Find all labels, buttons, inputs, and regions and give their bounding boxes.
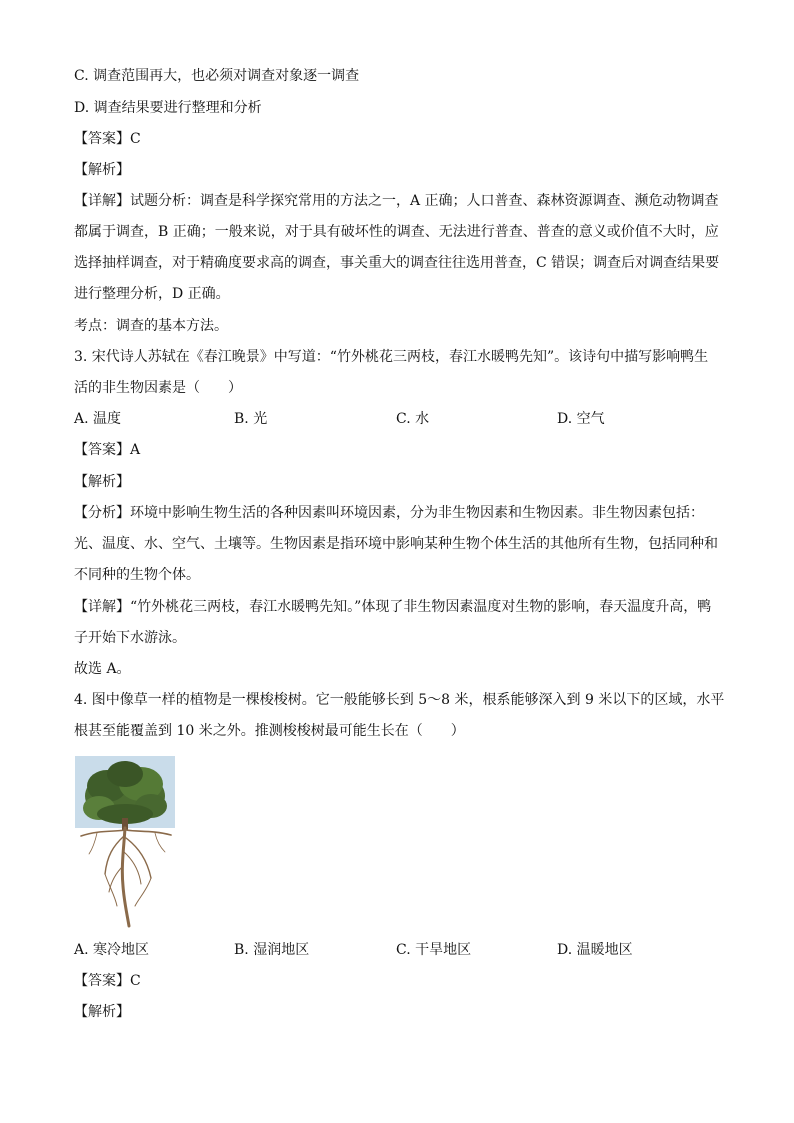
q4-option-b: B. 湿润地区 <box>234 942 310 958</box>
q2-option-c: C. 调查范围再大，也必须对调查对象逐一调查 <box>74 68 360 84</box>
q2-detail-line: 【详解】试题分析：调查是科学探究常用的方法之一，A 正确；人口普查、森林资源调查、濒危动物调查 <box>74 193 719 209</box>
q4-stem-line: 根甚至能覆盖到 10 米之外。推测梭梭树最可能生长在（ ） <box>74 723 465 739</box>
q3-option-b: B. 光 <box>234 411 268 427</box>
q2-detail-line: 选择抽样调查，对于精确度要求高的调查，事关重大的调查往往选用普查，C 错误；调查后对调查结果要 <box>74 255 720 271</box>
q2-detail-line: 都属于调查，B 正确；一般来说，对于具有破坏性的调查、无法进行普查、普查的意义或价值不大时，应 <box>74 224 719 240</box>
q2-kaodian: 考点：调查的基本方法。 <box>74 318 228 334</box>
q4-stem-line: 4. 图中像草一样的植物是一棵梭梭树。它一般能够长到 5～8 米，根系能够深入到 9 米以下的区域，水平 <box>74 692 725 708</box>
q3-stem-line: 3. 宋代诗人苏轼在《春江晚景》中写道：“竹外桃花三两枝，春江水暖鸭先知”。该诗句中描写影响鸭生 <box>74 349 709 365</box>
q4-option-d: D. 温暖地区 <box>557 942 633 958</box>
q2-option-d: D. 调查结果要进行整理和分析 <box>74 100 262 116</box>
q3-stem-line: 活的非生物因素是（ ） <box>74 380 242 396</box>
q3-analysis-heading: 【解析】 <box>74 474 130 490</box>
q3-answer: 【答案】A <box>74 442 141 458</box>
q3-conclusion: 故选 A。 <box>74 661 131 677</box>
q4-option-a: A. 寒冷地区 <box>74 942 150 958</box>
saxaul-tree-figure <box>75 756 175 928</box>
q2-analysis-heading: 【解析】 <box>74 162 130 178</box>
q3-option-c: C. 水 <box>396 411 430 427</box>
q3-option-d: D. 空气 <box>557 411 605 427</box>
q3-detail-line: 子开始下水游泳。 <box>74 630 186 646</box>
q3-detail-line: 【详解】“竹外桃花三两枝，春江水暖鸭先知。”体现了非生物因素温度对生物的影响，春天温度升高，鸭 <box>74 599 712 615</box>
tree-roots <box>81 828 171 926</box>
q3-fenxi-line: 光、温度、水、空气、土壤等。生物因素是指环境中影响某种生物个体生活的其他所有生物，包括同种和 <box>74 536 718 552</box>
q3-fenxi-line: 不同种的生物个体。 <box>74 567 200 583</box>
q4-answer: 【答案】C <box>74 973 141 989</box>
q2-detail-line: 进行整理分析，D 正确。 <box>74 286 230 302</box>
q3-fenxi-line: 【分析】环境中影响生物生活的各种因素叫环境因素，分为非生物因素和生物因素。非生物因素包括： <box>74 505 704 521</box>
q3-option-a: A. 温度 <box>74 411 122 427</box>
q4-option-c: C. 干旱地区 <box>396 942 472 958</box>
q4-analysis-heading: 【解析】 <box>74 1004 130 1020</box>
q2-answer: 【答案】C <box>74 131 141 147</box>
